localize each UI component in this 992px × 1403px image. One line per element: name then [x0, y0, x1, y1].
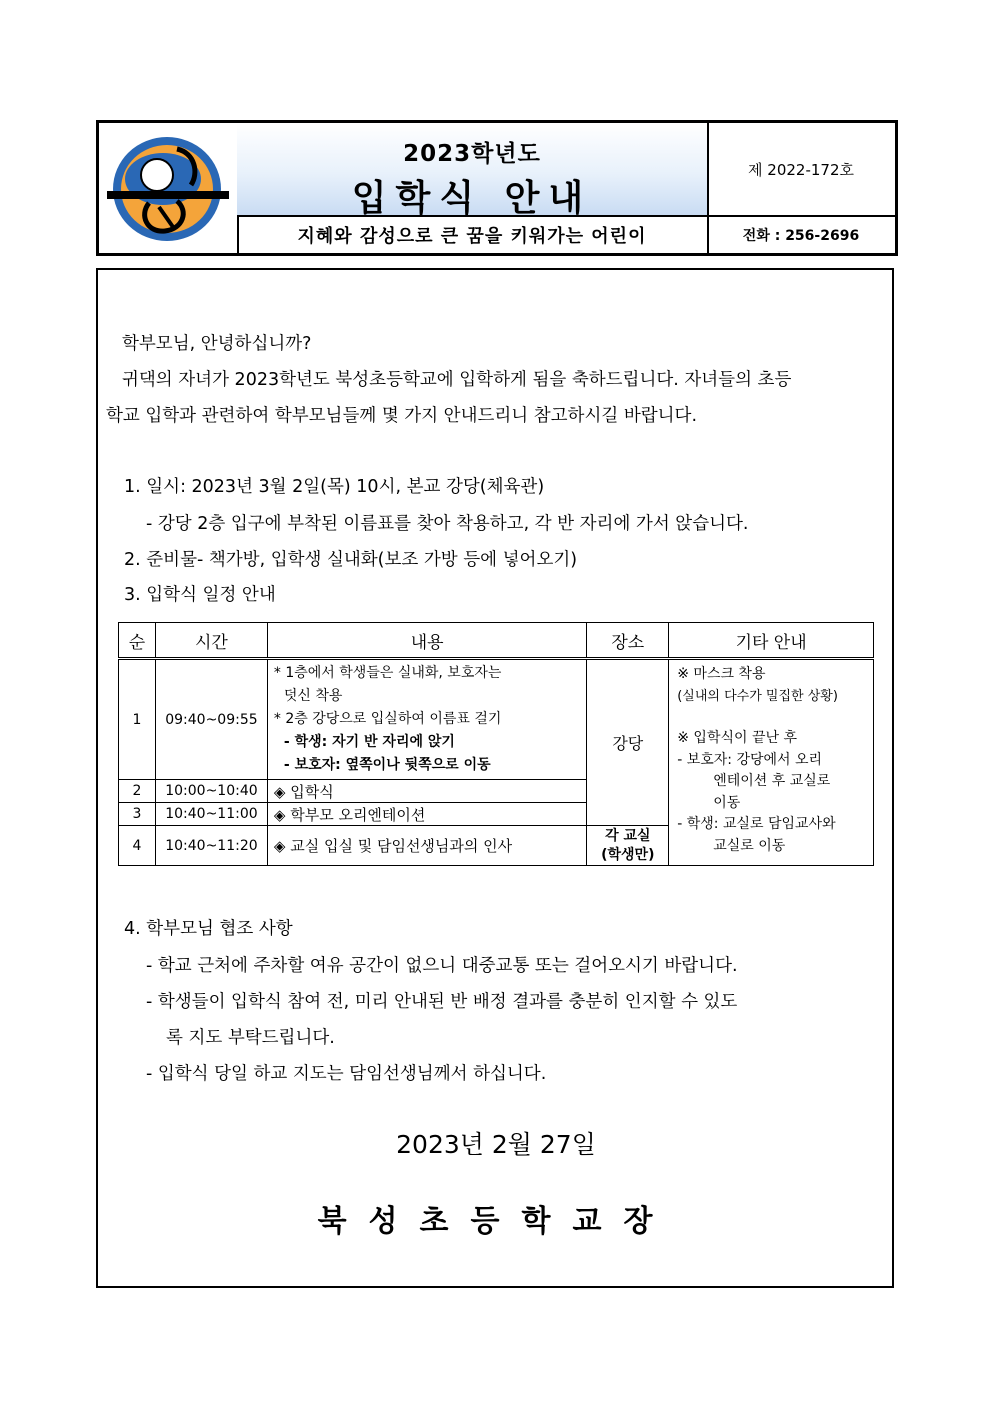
document-number: 제 2022-172호 — [707, 123, 895, 217]
column-header: 기타 안내 — [669, 623, 874, 659]
year-title: 2023학년도 — [403, 141, 541, 167]
row-content: ◈ 학부모 오리엔테이션 — [267, 803, 586, 826]
row-time: 10:00~10:40 — [155, 780, 267, 803]
etc-notes: ※ 마스크 착용 (실내의 다수가 밀집한 상황) ※ 입학식이 끝난 후 - 보호자: 강당에서 오리 엔테이션 후 교실로 이동 - 학생: 교실로 담임교사와 교실로 이동 — [669, 659, 874, 866]
cooperation-item: - 학교 근처에 주차할 여유 공간이 없으니 대중교통 또는 걸어오시기 바랍니다. — [146, 956, 738, 976]
phone-number: 전화 : 256-2696 — [742, 228, 860, 244]
place-auditorium: 강당 — [587, 659, 669, 826]
item-date-detail: - 강당 2층 입구에 부착된 이름표를 찾아 착용하고, 각 반 자리에 가서 앉습니다. — [146, 514, 749, 534]
school-logo — [99, 123, 239, 253]
row-time: 10:40~11:20 — [155, 826, 267, 866]
row-number: 1 — [119, 659, 156, 780]
school-motto: 지혜와 감성으로 큰 꿈을 키워가는 어린이 — [237, 217, 709, 253]
place-classroom: 각 교실 (학생만) — [587, 826, 669, 866]
cooperation-item: - 학생들이 입학식 참여 전, 미리 안내된 반 배정 결과를 충분히 인지할 수 있도 — [146, 992, 738, 1012]
title-block — [237, 123, 709, 217]
item-schedule-title: 3. 입학식 일정 안내 — [124, 585, 276, 605]
greeting-line: 학부모님, 안녕하십니까? — [122, 334, 312, 354]
column-header: 장소 — [587, 623, 669, 659]
schedule-table — [118, 622, 874, 866]
column-header: 시간 — [155, 623, 267, 659]
row-content: ◈ 교실 입실 및 담임선생님과의 인사 — [267, 826, 586, 866]
page-title: 입학식 안내 — [351, 178, 593, 219]
row-time: 09:40~09:55 — [155, 659, 267, 780]
cooperation-item: 록 지도 부탁드립니다. — [166, 1028, 335, 1048]
greeting-line: 귀댁의 자녀가 2023학년도 북성초등학교에 입학하게 됨을 축하드립니다. 자녀들의 초등 — [122, 370, 792, 390]
cooperation-title: 4. 학부모님 협조 사항 — [124, 919, 293, 939]
table-row — [119, 659, 874, 780]
row-time: 10:40~11:00 — [155, 803, 267, 826]
row-number: 4 — [119, 826, 156, 866]
document-header — [96, 120, 898, 256]
greeting-line: 학교 입학과 관련하여 학부모님들께 몇 가지 안내드리니 참고하시길 바랍니다. — [106, 406, 698, 426]
principal-signature: 북성초등학교장 — [317, 1204, 675, 1239]
item-supplies: 2. 준비물- 책가방, 입학생 실내화(보조 가방 등에 넣어오기) — [124, 550, 578, 570]
column-header: 순 — [119, 623, 156, 659]
row-content: * 1층에서 학생들은 실내화, 보호자는 덧신 착용 * 2층 강당으로 입실하여 이름표 걸기 - 학생: 자기 반 자리에 앉기 - 보호자: 옆쪽이나 뒷쪽으로 이동 — [267, 659, 586, 780]
row-content: ◈ 입학식 — [267, 780, 586, 803]
table-header-row — [119, 623, 874, 659]
row-number: 2 — [119, 780, 156, 803]
row-number: 3 — [119, 803, 156, 826]
school-emblem-icon — [99, 123, 237, 253]
column-header: 내용 — [267, 623, 586, 659]
issue-date: 2023년 2월 27일 — [396, 1130, 596, 1159]
item-date: 1. 일시: 2023년 3월 2일(목) 10시, 본교 강당(체육관) — [124, 477, 545, 497]
cooperation-item: - 입학식 당일 하교 지도는 담임선생님께서 하십니다. — [146, 1064, 547, 1084]
